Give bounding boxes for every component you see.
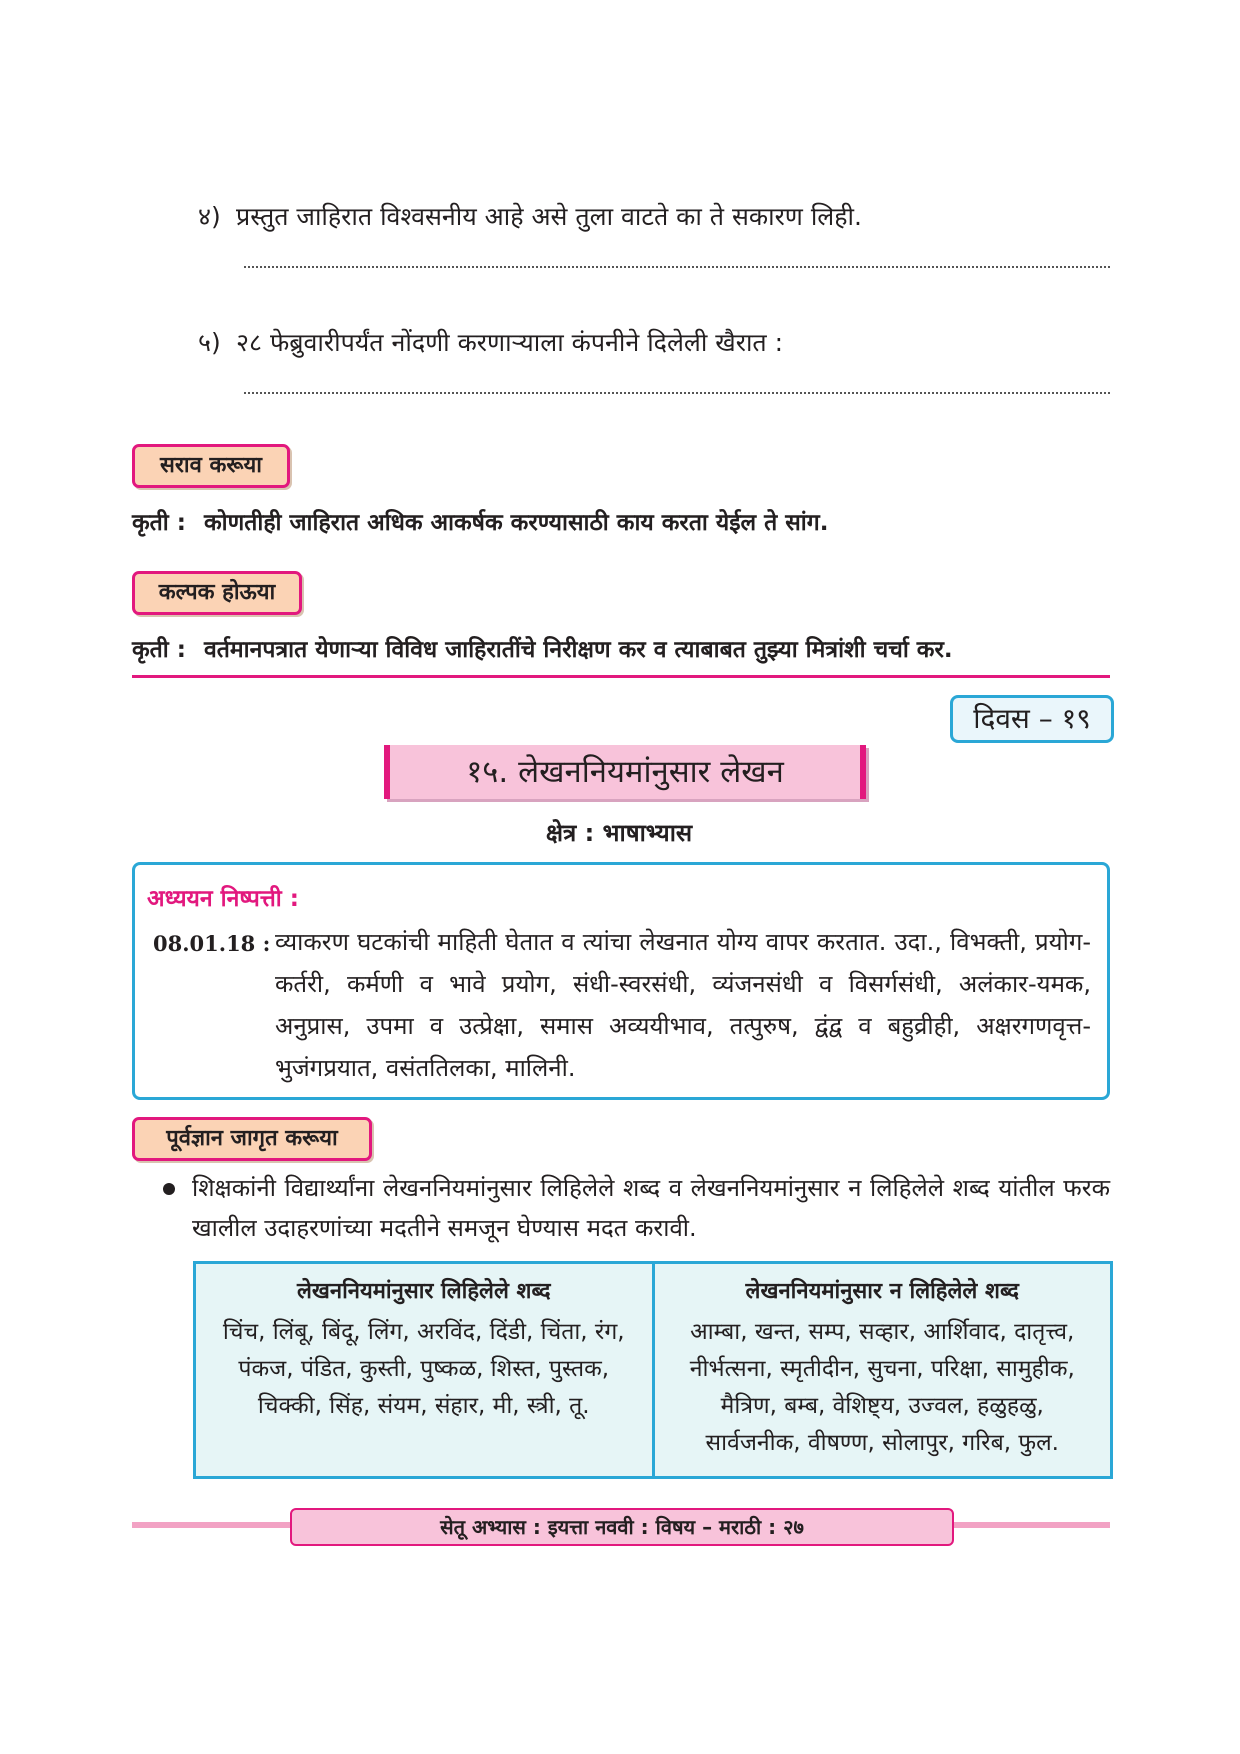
question-5-number: ५) bbox=[198, 328, 221, 357]
learning-outcome-box bbox=[132, 862, 1110, 1100]
imagine-activity-label: कृती : bbox=[132, 637, 186, 663]
field-line: क्षेत्र : भाषाभ्यास bbox=[545, 819, 693, 847]
practice-activity-label: कृती : bbox=[132, 510, 186, 536]
table-column-incorrect bbox=[652, 1264, 1111, 1476]
answer-line-4[interactable] bbox=[244, 266, 1110, 268]
section-divider bbox=[132, 675, 1110, 678]
table-column-correct bbox=[196, 1264, 652, 1476]
word-table bbox=[193, 1261, 1113, 1479]
footer-text: सेतू अभ्यास : इयत्ता नववी : विषय – मराठी : २७ bbox=[290, 1508, 954, 1546]
day-label: दिवस – १९ bbox=[950, 695, 1114, 743]
bullet-icon bbox=[163, 1183, 175, 1195]
table-head-correct: लेखननियमांनुसार लिहिलेले शब्द bbox=[296, 1279, 551, 1304]
question-4-text: प्रस्तुत जाहिरात विश्वसनीय आहे असे तुला वाटते का ते सकारण लिही. bbox=[236, 202, 862, 231]
imagine-activity bbox=[132, 633, 953, 667]
table-body-incorrect: आम्बा, खन्त, सम्प, सव्हार, आर्शिवाद, दातृत्त्व, नीर्भत्सना, स्मृतीदीन, सुचना, परिक्षा, सामुहीक, मैत्रिण, बम्ब, वेशिष्ट्य, उज्वल, हळुहळु, सार्वजनीक, वीषण्ण, सोलापुर, गरिब, फुल. bbox=[689, 1319, 1075, 1456]
imagine-tag: कल्पक होऊया bbox=[132, 571, 302, 615]
outcome-code: 08.01.18 : bbox=[153, 931, 271, 956]
question-4 bbox=[198, 200, 862, 234]
prior-knowledge-bullet: शिक्षकांनी विद्यार्थ्यांना लेखननियमांनुसार लिहिलेले शब्द व लेखननियमांनुसार न लिहिलेले शब्द यांतील फरक खालील उदाहरणांच्या मदतीने समजून घेण्यास मदत करावी. bbox=[192, 1174, 1110, 1242]
imagine-activity-text: वर्तमानपत्रात येणाऱ्या विविध जाहिरातींचे निरीक्षण कर व त्याबाबत तुझ्या मित्रांशी चर्चा कर. bbox=[204, 637, 953, 663]
question-4-number: ४) bbox=[198, 202, 221, 231]
table-head-incorrect: लेखननियमांनुसार न लिहिलेले शब्द bbox=[745, 1279, 1019, 1304]
practice-activity-text: कोणतीही जाहिरात अधिक आकर्षक करण्यासाठी काय करता येईल ते सांग. bbox=[204, 510, 829, 536]
practice-activity bbox=[132, 506, 828, 540]
prior-knowledge-tag: पूर्वज्ञान जागृत करूया bbox=[132, 1117, 372, 1161]
table-body-correct: चिंच, लिंबू, बिंदू, लिंग, अरविंद, दिंडी, चिंता, रंग, पंकज, पंडित, कुस्ती, पुष्कळ, शिस्त, पुस्तक, चिक्की, सिंह, संयम, संहार, मी, स्त्री, तू. bbox=[222, 1319, 625, 1419]
lesson-title: १५. लेखननियमांनुसार लेखन bbox=[384, 745, 866, 799]
question-5-text: २८ फेब्रुवारीपर्यंत नोंदणी करणाऱ्याला कंपनीने दिलेली खैरात : bbox=[236, 328, 784, 357]
question-5 bbox=[198, 326, 783, 360]
outcome-text: व्याकरण घटकांची माहिती घेतात व त्यांचा लेखनात योग्य वापर करतात. उदा., विभक्ती, प्रयोग-कर्तरी, कर्मणी व भावे प्रयोग, संधी-स्वरसंधी, व्यंजनसंधी व विसर्गसंधी, अलंकार-यमक, अनुप्रास, उपमा व उत्प्रेक्षा, समास अव्ययीभाव, तत्पुरुष, द्वंद्व व बहुव्रीही, अक्षरगणवृत्त-भुजंगप्रयात, वसंततिलका, मालिनी. bbox=[275, 928, 1091, 1082]
answer-line-5[interactable] bbox=[244, 392, 1110, 394]
outcome-heading: अध्ययन निष्पत्ती : bbox=[147, 886, 299, 912]
practice-tag: सराव करूया bbox=[132, 444, 290, 488]
